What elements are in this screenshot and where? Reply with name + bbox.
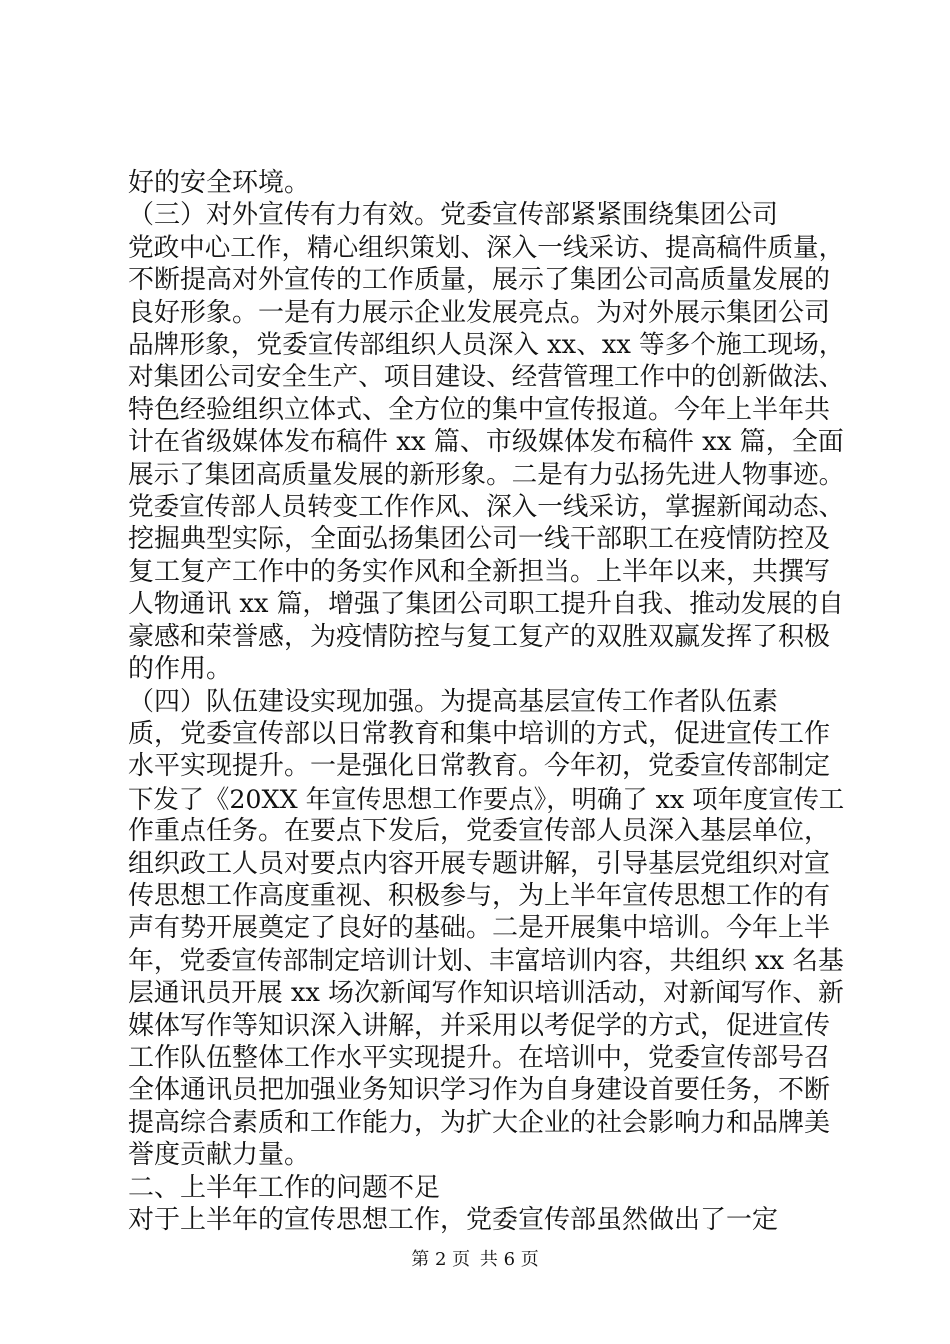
text-line: （三）对外宣传有力有效。党委宣传部紧紧围绕集团公司	[128, 200, 779, 231]
text-line: 声有势开展奠定了良好的基础。二是开展集中培训。今年上半	[128, 913, 831, 944]
text-line: 工作队伍整体工作水平实现提升。在培训中，党委宣传部号召	[128, 1042, 831, 1073]
text-line: 复工复产工作中的务实作风和全新担当。上半年以来，共撰写	[128, 556, 831, 587]
text-line: 展示了集团高质量发展的新形象。二是有力弘扬先进人物事迹。	[128, 459, 845, 490]
text-line: 好的安全环境。	[128, 168, 311, 198]
text-line: 党政中心工作，精心组织策划、深入一线采访、提高稿件质量，	[128, 232, 845, 263]
text-line: 媒体写作等知识深入讲解，并采用以考促学的方式，促进宣传	[128, 1010, 831, 1041]
text-line: 不断提高对外宣传的工作质量，展示了集团公司高质量发展的	[128, 265, 831, 296]
text-line: 质，党委宣传部以日常教育和集中培训的方式，促进宣传工作	[128, 718, 831, 749]
text-line: 对于上半年的宣传思想工作，党委宣传部虽然做出了一定	[128, 1205, 779, 1235]
page-footer	[0, 1245, 950, 1271]
text-line: 对集团公司安全生产、项目建设、经营管理工作中的创新做法、	[128, 362, 845, 393]
text-line: （四）队伍建设实现加强。为提高基层宣传工作者队伍素	[128, 686, 779, 717]
text-line: 年，党委宣传部制定培训计划、丰富培训内容，共组织 xx 名基	[128, 945, 844, 976]
text-line: 的作用。	[128, 654, 233, 685]
text-line: 特色经验组织立体式、全方位的集中宣传报道。今年上半年共	[128, 394, 831, 425]
text-line: 党委宣传部人员转变工作作风、深入一线采访，掌握新闻动态、	[128, 492, 845, 523]
text-line: 下发了《20XX 年宣传思想工作要点》，明确了 xx 项年度宣传工	[128, 783, 845, 814]
text-line: 水平实现提升。一是强化日常教育。今年初，党委宣传部制定	[128, 751, 831, 782]
text-line: 二、上半年工作的问题不足	[128, 1172, 441, 1203]
text-line: 人物通讯 xx 篇，增强了集团公司职工提升自我、推动发展的自	[128, 589, 844, 620]
text-line: 作重点任务。在要点下发后，党委宣传部人员深入基层单位，	[128, 816, 831, 847]
text-line: 品牌形象，党委宣传部组织人员深入 xx、xx 等多个施工现场，	[128, 330, 845, 361]
text-line: 组织政工人员对要点内容开展专题讲解，引导基层党组织对宣	[128, 848, 831, 879]
page-number: 第 2 页	[411, 1249, 471, 1270]
document-body	[128, 167, 848, 1236]
text-line: 豪感和荣誉感，为疫情防控与复工复产的双胜双赢发挥了积极	[128, 621, 831, 652]
text-line: 全体通讯员把加强业务知识学习作为自身建设首要任务，不断	[128, 1075, 831, 1106]
text-line: 层通讯员开展 xx 场次新闻写作知识培训活动，对新闻写作、新	[128, 978, 844, 1009]
text-line: 挖掘典型实际，全面弘扬集团公司一线干部职工在疫情防控及	[128, 524, 831, 555]
text-line: 良好形象。一是有力展示企业发展亮点。为对外展示集团公司	[128, 297, 831, 328]
text-line: 誉度贡献力量。	[128, 1140, 311, 1171]
page-total: 共 6 页	[479, 1249, 539, 1270]
text-line: 传思想工作高度重视、积极参与，为上半年宣传思想工作的有	[128, 880, 831, 911]
text-line: 计在省级媒体发布稿件 xx 篇、市级媒体发布稿件 xx 篇，全面	[128, 427, 844, 458]
text-line: 提高综合素质和工作能力，为扩大企业的社会影响力和品牌美	[128, 1107, 831, 1138]
